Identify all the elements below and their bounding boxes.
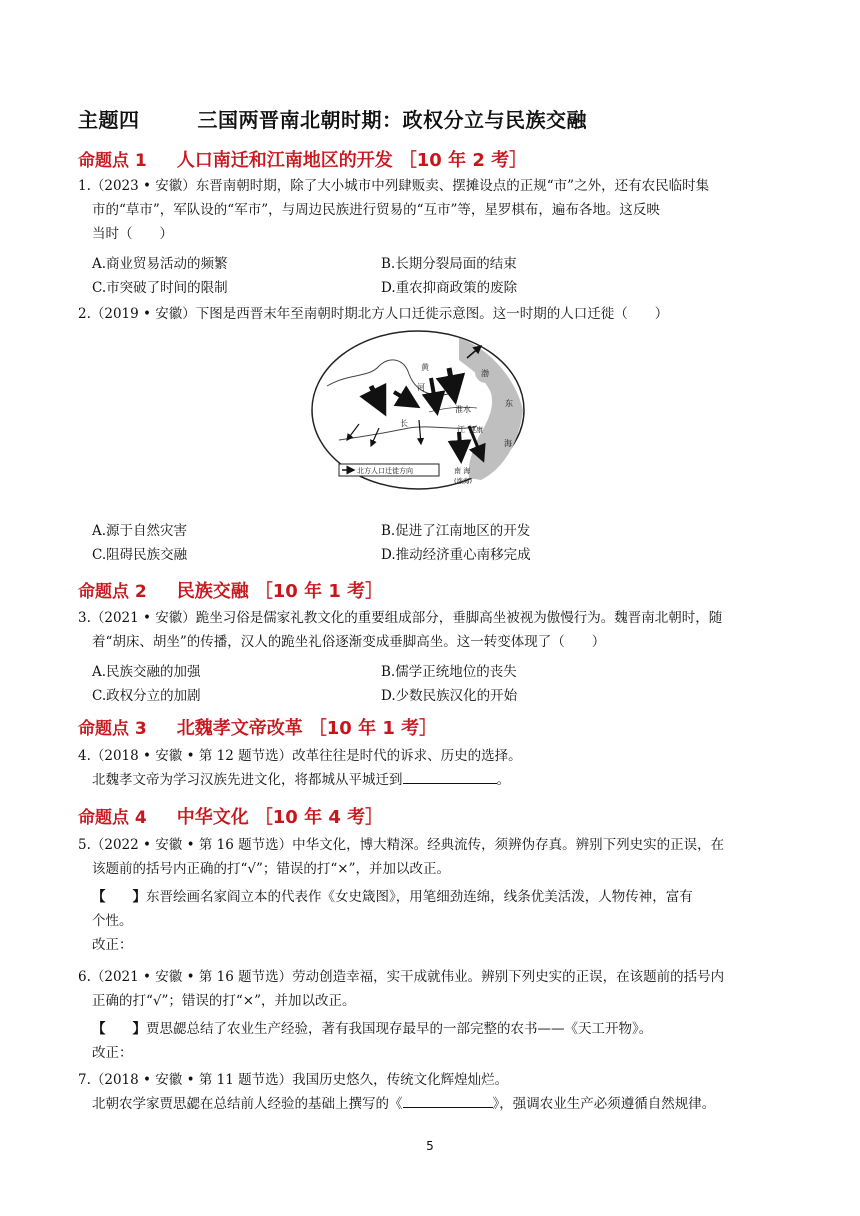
map-label: 建康 — [469, 426, 483, 434]
option-c[interactable]: C.阻碍民族交融 — [92, 547, 188, 563]
section-name: 北魏孝文帝改革 — [176, 718, 303, 739]
option-a[interactable]: A.商业贸易活动的频繁 — [92, 256, 228, 272]
map-label: 淮水 — [455, 405, 471, 414]
correction-label: 改正： — [92, 1045, 133, 1061]
migration-arrow — [459, 432, 461, 460]
question-3-options — [92, 660, 782, 708]
topic-title — [78, 104, 587, 133]
legend-text: 北方人口迁徙方向 — [357, 467, 413, 475]
option-b[interactable]: B.长期分裂局面的结束 — [381, 256, 517, 272]
question-line: 》，强调农业生产必须遵循自然规律。 — [492, 1096, 716, 1112]
option-d[interactable]: D.推动经济重心南移完成 — [381, 547, 531, 563]
topic-part: 主题四 — [78, 108, 140, 132]
question-7 — [78, 1068, 784, 1116]
question-5 — [78, 833, 784, 957]
section-count: ［10 年 1 考］ — [308, 718, 438, 739]
answer-bracket[interactable]: 【 】 — [92, 1021, 146, 1037]
answer-blank[interactable] — [403, 1093, 493, 1108]
map-label: (涨海) — [454, 477, 473, 485]
map-legend — [339, 464, 439, 476]
question-4 — [78, 744, 784, 792]
question-line: 市的“草市”，军队设的“军市”，与周边民族进行贸易的“互市”等，星罗棋布，遍布各地。这反映 — [92, 202, 660, 218]
option-a[interactable]: A.源于自然灾害 — [92, 523, 188, 539]
migration-map — [309, 328, 527, 492]
question-1 — [78, 174, 784, 246]
option-a[interactable]: A.民族交融的加强 — [92, 664, 201, 680]
question-line: 贾思勰总结了农业生产经验，著有我国现存最早的一部完整的农书——《天工开物》。 — [146, 1021, 653, 1037]
answer-bracket[interactable]: 【 】 — [92, 889, 146, 905]
map-label: 南 海 — [454, 467, 471, 475]
section-name: 人口南迁和江南地区的开发 — [176, 150, 393, 171]
question-line: 7.（2018 • 安徽 • 第 11 题节选）我国历史悠久，传统文化辉煌灿烂。 — [78, 1072, 509, 1088]
answer-blank[interactable] — [403, 769, 497, 784]
question-line: 2.（2019 • 安徽）下图是西晋末年至南朝时期北方人口迁徙示意图。这一时期的人口迁徙（ ） — [78, 306, 669, 322]
map-label: 东 — [505, 399, 513, 408]
question-line: 个性。 — [92, 913, 133, 929]
question-2 — [78, 302, 784, 326]
section-count: ［10 年 4 考］ — [254, 807, 384, 828]
question-1-options — [92, 252, 782, 300]
section-label: 命题点 4 — [78, 808, 147, 828]
section-name: 民族交融 — [176, 581, 249, 602]
section-name: 中华文化 — [176, 807, 249, 828]
question-line: 4.（2018 • 安徽 • 第 12 题节选）改革往往是时代的诉求、历史的选择。 — [78, 748, 522, 764]
section-label: 命题点 1 — [78, 151, 147, 171]
option-c[interactable]: C.市突破了时间的限制 — [92, 280, 228, 296]
section-count: ［10 年 2 考］ — [398, 150, 528, 171]
map-label: 长 — [400, 419, 408, 428]
map-label: 江 — [457, 425, 465, 434]
option-c[interactable]: C.政权分立的加剧 — [92, 688, 201, 704]
option-d[interactable]: D.重农抑商政策的废除 — [381, 280, 518, 296]
question-line: 北魏孝文帝为学习汉族先进文化，将都城从平城迁到 — [92, 772, 403, 788]
page-number: 5 — [426, 1139, 434, 1153]
option-b[interactable]: B.促进了江南地区的开发 — [381, 523, 531, 539]
question-3 — [78, 606, 784, 654]
question-line: 6.（2021 • 安徽 • 第 16 题节选）劳动创造幸福，实干成就伟业。辨别下列史实的正误，在该题前的括号内 — [78, 969, 725, 985]
question-line: 1.（2023 • 安徽）东晋南朝时期，除了大小城市中列肆贩卖、摆摊设点的正规“市”之外，还有农民临时集 — [78, 178, 710, 194]
map-label: 河 — [417, 383, 425, 392]
question-line: 正确的打“√”；错误的打“×”，并加以改正。 — [92, 993, 356, 1009]
section-heading-3 — [78, 714, 437, 740]
option-b[interactable]: B.儒学正统地位的丧失 — [381, 664, 517, 680]
question-line: 。 — [496, 772, 510, 788]
section-heading-4 — [78, 803, 383, 829]
correction-label: 改正： — [92, 937, 133, 953]
map-label: 黄 — [421, 363, 429, 372]
map-label: 海 — [504, 439, 512, 448]
question-line: 北朝农学家贾思勰在总结前人经验的基础上撰写的《 — [92, 1096, 403, 1112]
option-d[interactable]: D.少数民族汉化的开始 — [381, 688, 518, 704]
question-line: 3.（2021 • 安徽）跪坐习俗是儒家礼教文化的重要组成部分，垂脚高坐被视为傲慢行为。魏晋南北朝时，随 — [78, 610, 723, 626]
question-line: 当时（ ） — [92, 226, 173, 242]
section-label: 命题点 2 — [78, 582, 147, 602]
map-label: 渤 — [481, 369, 489, 378]
question-6 — [78, 965, 784, 1065]
section-heading-2 — [78, 577, 383, 603]
section-label: 命题点 3 — [78, 719, 147, 739]
topic-text: 三国两晋南北朝时期：政权分立与民族交融 — [197, 108, 587, 132]
question-line: 着“胡床、胡坐”的传播，汉人的跪坐礼俗逐渐变成垂脚高坐。这一转变体现了（ ） — [92, 634, 606, 650]
section-count: ［10 年 1 考］ — [254, 581, 384, 602]
question-2-options — [92, 519, 782, 567]
section-heading-1 — [78, 146, 527, 172]
question-line: 5.（2022 • 安徽 • 第 16 题节选）中华文化，博大精深。经典流传，须辨伪存真。辨别下列史实的正误，在 — [78, 837, 725, 853]
question-line: 该题前的括号内正确的打“√”；错误的打“×”，并加以改正。 — [92, 861, 451, 877]
question-line: 东晋绘画名家阎立本的代表作《女史箴图》，用笔细劲连绵，线条优美活泼，人物传神，富有 — [146, 889, 693, 905]
